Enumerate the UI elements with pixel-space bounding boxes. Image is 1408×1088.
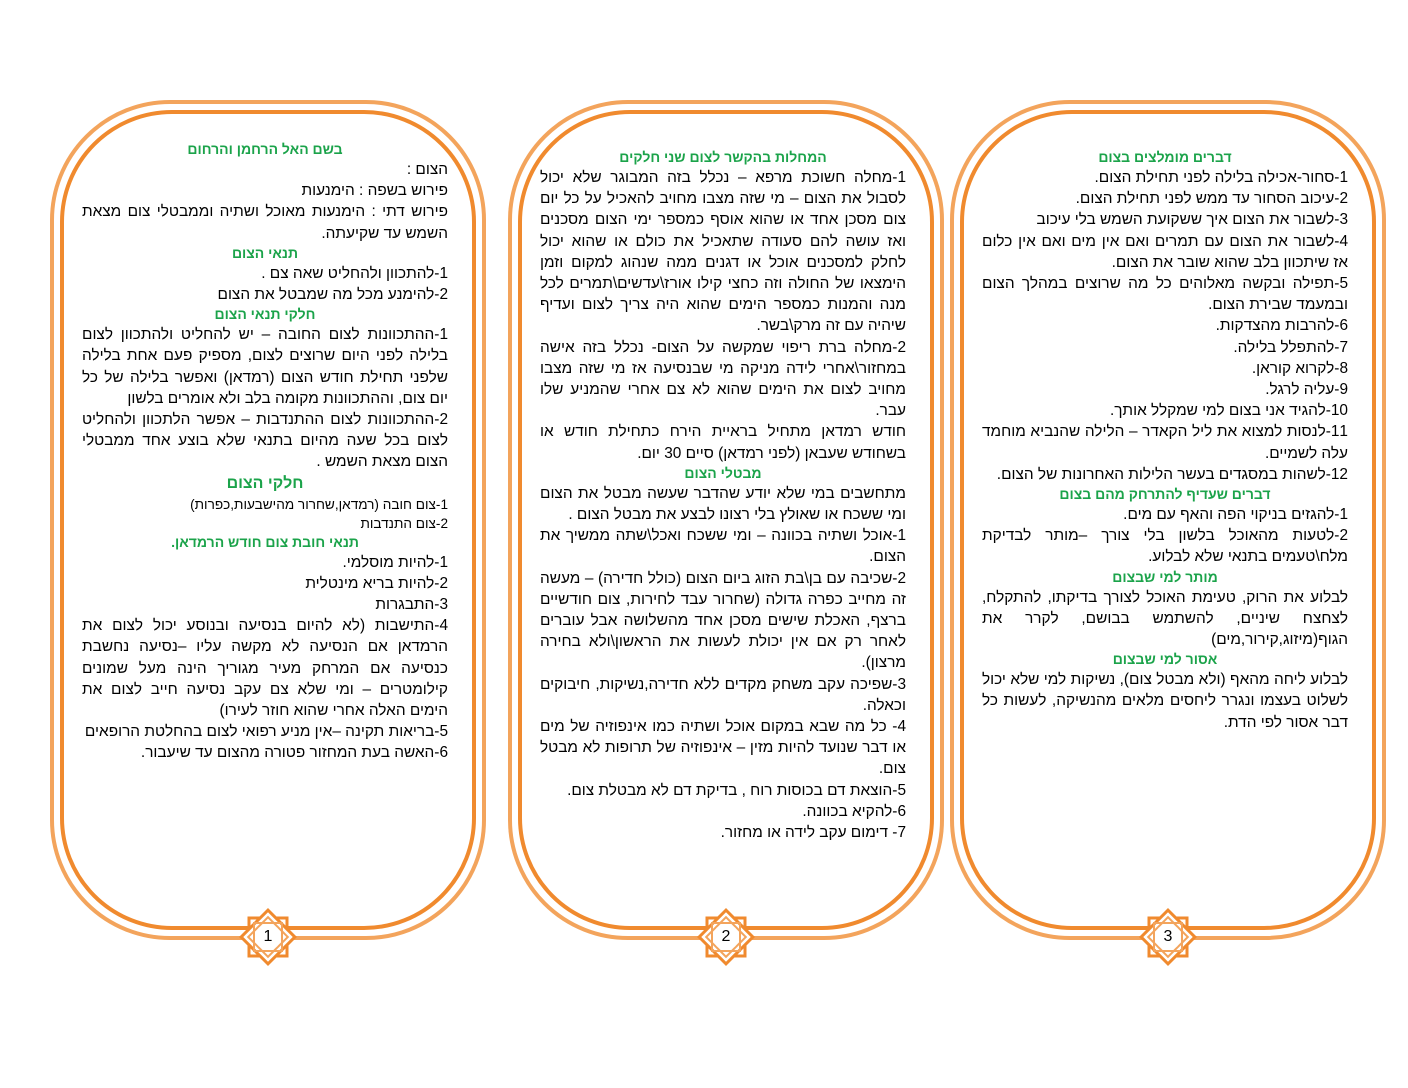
list-item: 12-לשהות במסגדים בעשר הלילות האחרונות של הצום. [996,465,1348,483]
panel-1-content [82,140,448,764]
panel-3-title: דברים מומלצים בצום [1098,149,1232,165]
list-item: 6-האשה בעת המחזור פטורה מהצום עד שיעבור. [140,744,448,762]
page-number: 2 [721,928,731,945]
heading-avoid: דברים שעדיף להתרחק מהם בצום [1059,486,1271,503]
panel-2-title: המחלות בהקשר לצום שני חלקים [619,149,827,165]
list-item: 2-שכיבה עם בן\בת הזוג ביום הצום (כולל חדירה) – מעשה זה מחייב כפרה גדולה (שחרור עבד לחירות, צום חודשיים ברצף, האכלת שישים מסכן אחד מהשלושה אבל עוברים לאחר רק אם אין יכולת לעשות את הראשון\ולא בחירה מרצון). [540,569,906,672]
text-line: פירוש דתי : הימנעות מאוכל ושתיה וממבטלי צום מצאת השמש עד שקיעתה. [82,203,448,242]
page-number-badge [693,904,759,970]
text-line: הצום : [406,161,448,178]
text-line: מתחשבים במי שלא יודע שהדבר שעשה מבטל את הצום ומי ששכח או שאולץ בלי רצונו לבצע את מבטל הצום . [540,484,906,524]
list-item: 1-אוכל ושתיה בכוונה – ומי ששכח ואכל\שתה ממשיך את הצום. [540,527,906,566]
list-item: 3-התבגרות [375,596,448,614]
list-item: 8-לקרוא קוראן. [1251,359,1348,377]
list-item: 5-תפילה ובקשה מאלוהים כל מה שרוצים במהלך הצום ובמעמד שבירת הצום. [982,275,1348,314]
text-line: לבלוע את הרוק, טעימת האוכל לצורך בדיקתו, להתקלח, לצחצח שיניים, להשתמש בבושם, לקרר את הגוף(מיזוג,קירור,מים) [982,588,1348,649]
list-item: 2-לטעות מהאוכל בלשון בלי צורך –מותר לבדיקת מלח\טעמים בתנאי שלא לבלוע. [982,527,1348,566]
list-item: 7-להתפלל בלילה. [1233,338,1348,356]
list-item: 5-בריאות תקינה –אין מניע רפואי לצום בהחלטת הרופאים [84,723,448,741]
heading-fast-parts: חלקי הצום [226,474,304,492]
list-item: 3-לשבור את הצום איך ששקועת השמש בלי עיכוב [1036,211,1348,229]
text-line: פירוש בשפה : הימנעות [301,182,448,200]
page-number-badge [235,904,301,970]
heading-allowed: מותר למי שבצום [1112,568,1218,585]
list-item: 2-להיות בריא מינטלית [305,574,448,592]
heading-invalidators: מבטלי הצום [684,464,762,481]
list-item: 11-לנסות למצוא את ליל הקאדר – הלילה שהנביא מוחמד עלה לשמיים. [982,423,1348,462]
list-item: 10-להגיד אני בצום למי שמקלל אותך. [1109,402,1348,420]
list-item: 9-עליה לרגל. [1265,381,1348,399]
list-item: 4-לשבור את הצום עם תמרים ואם אין מים ואם אין כלום אז שיתכוון בלב שהוא שובר את הצום. [982,232,1348,271]
list-item: 1-להתכוון ולהחליט שאה צם . [261,264,448,282]
list-item: 1-צום חובה (רמדאן,שחרור מהישבעות,כפרות) [190,496,448,512]
page-number: 1 [263,928,273,945]
panel-1-title: בשם האל הרחמן והרחום [187,141,343,157]
list-item: 1-להגזים בניקוי הפה והאף עם מים. [1123,506,1348,524]
list-item: 6-להקיא בכוונה. [802,802,906,820]
panel-3-content [982,148,1348,733]
heading-forbidden: אסור למי שבצום [1112,651,1218,668]
list-item: 2-צום התנדבות [360,515,448,531]
list-item: 6-להרבות מהצדקות. [1215,317,1348,335]
list-item: 1-ההתכוונות לצום החובה – יש להחליט ולהתכוון לצום בלילה לפני היום שרוצים לצום, מספיק פעם אחת בלילה שלפני תחילת חודש הצום (רמדאן) ואפשר בלילה של כל יום צום, וההתכוונות מקומה בלב ולא אומרים בלשון [82,326,448,407]
list-item: 1-סחור-אכילה בלילה לפני תחילת הצום. [1094,169,1348,186]
list-item: 7- דימום עקב לידה או מחזור. [720,824,906,842]
heading-conditions: תנאי הצום [231,244,299,261]
list-item: 4-התישבות (לא להיום בנסיעה ובנוסע יכול לצום את הרמדאן אם הנסיעה לא מקשה עליו –נסיעה נחשבת כנסיעה אם המרחק מעיר מגוריך הינה מעל שמונים קילומטרים – ומי שלא צם עקב נסיעה חייב לצום את הימים האלה אחרי שהוא חוזר לעירו) [82,617,448,720]
page-number-badge [1135,904,1201,970]
list-item: 5-הוצאת דם בכוסות רוח , בדיקת דם לא מבטלת צום. [567,781,906,799]
leaflet-panel-1 [50,100,486,945]
list-item: 4- כל מה שבא במקום אוכל ושתיה כמו אינפוזיה של מים או דבר שנועד להיות מזין – אינפוזיה של תרופות לא מבטל צום. [540,718,906,778]
text-line: חודש רמדאן מתחיל בראיית הירח כתחילת חודש או בשחודש שעבאן (לפני רמדאן) סיים 30 יום. [540,423,906,462]
list-item: 2-להימנע מכל מה שמבטל את הצום [217,286,448,304]
list-item: 2-עיכוב הסחור עד ממש לפני תחילת הצום. [1075,190,1348,208]
leaflet-panel-2 [508,100,944,945]
list-item: 2-ההתכוונות לצום ההתנדבות – אפשר הלתכוון ולהחליט לצום בכל שעה מהיום בתנאי שלא בוצע אחד ממבטלי הצום מצאת השמש . [82,411,448,471]
list-item: 1-להיות מוסלמי. [342,553,448,571]
heading-ramadan-conditions: תנאי חובת צום חודש הרמדאן. [171,533,359,550]
list-item: 1-מחלה חשוכת מרפא – נכלל בזה המבוגר שלא יכול לסבול את הצום – מי שזה מצבו מחויב להאכיל על כל יום צום מסכן אחד או שהוא אוסף כמספר ימי הצום מסכנים ואז עושה להם סעודה שתאכיל את כולם או שהוא יכול לחלק למסכנים אוכל או דגנים ממה שנהוג למקום וזמן הימצאו של החולה וזה כחצי קילו אורז\עדשים\תמרים לכל מנה והמנות כמספר הימים שהוא היה צריך לצום ועדיף שיהיה עם זה מרק\בשר. [540,169,906,335]
text-line: לבלוע ליחה מהאף (ולא מבטל צום), נשיקות למי שלא יכול לשלוט בעצמו ונגרר ליחסים מלאים מהנשיקה, לעשות כל דבר אסור לפי הדת. [982,671,1348,731]
panel-2-content [540,148,906,843]
heading-condition-parts: חלקי תנאי הצום [214,306,316,323]
page-number: 3 [1163,928,1173,945]
leaflet-panel-3 [950,100,1386,945]
list-item: 3-שפיכה עקב משחק מקדים ללא חדירה,נשיקות, חיבוקים וכאלה. [540,675,906,714]
list-item: 2-מחלה ברת ריפוי שמקשה על הצום- נכלל בזה אישה במחזור\אחרי לידה מניקה מי שבנסיעה אז מי שזה מצבו מחויב לצום את הימים שהוא לא צם אחרי שהמניע שלו עבר. [540,338,906,420]
